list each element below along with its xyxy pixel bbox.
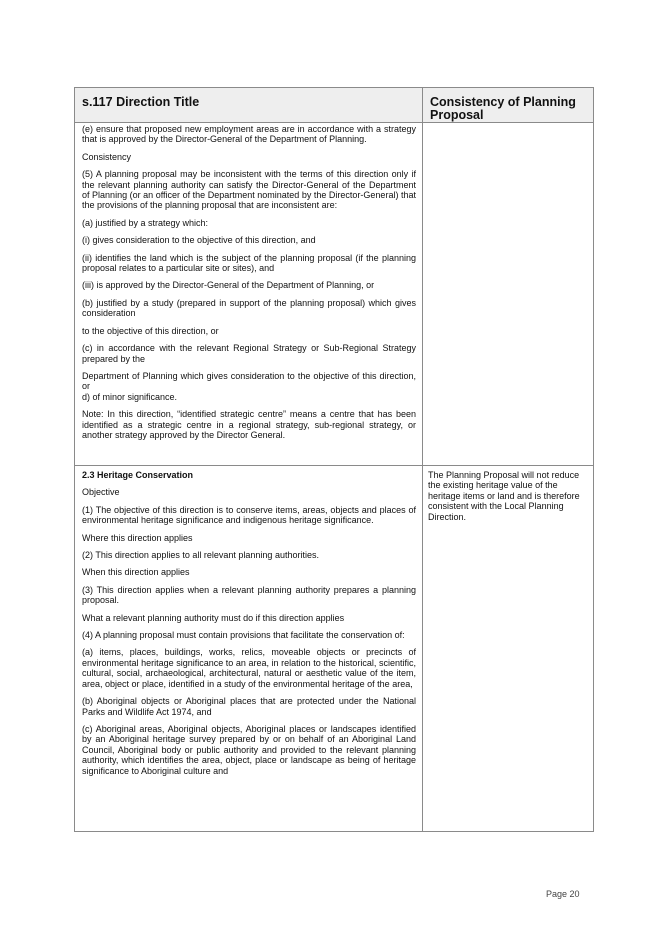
direction-text-cell [75, 123, 423, 466]
direction-paragraph: (b) Aboriginal objects or Aboriginal places that are protected under the National Parks and Wildlife Act 1974, and [82, 696, 416, 717]
direction-paragraph: (a) items, places, buildings, works, relics, moveable objects or precincts of environmental heritage significance to an area, in relation to the historical, scientific, cultural, social, archaeological, architectural, natural or aesthetic value of the item, area, object or place, identified in a study of the environmental heritage of the area, [82, 647, 416, 689]
table-row [75, 466, 594, 832]
direction-paragraph: (a) justified by a strategy which: [82, 217, 209, 228]
direction-paragraph: (iii) is approved by the Director-General of the Department of Planning, or [82, 280, 375, 291]
direction-title: 2.3 Heritage Conservation [82, 470, 194, 480]
column-header-consistency: Consistency of Planning Proposal [423, 88, 594, 123]
direction-paragraph: What a relevant planning authority must do if this direction applies [82, 612, 345, 623]
direction-paragraph: to the objective of this direction, or [82, 325, 219, 336]
direction-paragraph: (2) This direction applies to all relevant planning authorities. [82, 550, 319, 561]
direction-note: Note: In this direction, “identified strategic centre” means a centre that has been identified as a strategic centre in a regional strategy, sub-regional strategy, or another strategy approved by the Director General. [82, 409, 416, 440]
direction-paragraph: (c) in accordance with the relevant Regional Strategy or Sub-Regional Strategy prepared by the [82, 343, 416, 364]
direction-paragraph: (ii) identifies the land which is the subject of the planning proposal (if the planning proposal relates to a particular site or sites), and [82, 252, 416, 274]
consistency-cell [423, 466, 594, 832]
direction-paragraph: (1) The objective of this direction is to conserve items, areas, objects and places of environmental heritage significance and indigenous heritage significance. [82, 504, 416, 526]
direction-paragraph: Where this direction applies [82, 532, 193, 543]
direction-paragraph: (3) This direction applies when a relevant planning authority prepares a planning proposal. [82, 584, 416, 606]
direction-paragraph: (i) gives consideration to the objective of this direction, and [82, 235, 316, 246]
direction-paragraph: When this direction applies [82, 567, 190, 578]
column-header-direction-title: s.117 Direction Title [75, 88, 423, 123]
page-number: Page 20 [546, 889, 580, 899]
direction-paragraph: (4) A planning proposal must contain provisions that facilitate the conservation of: [82, 630, 405, 641]
direction-text-cell [75, 466, 423, 832]
direction-paragraph: Department of Planning which gives consideration to the objective of this direction, or [82, 370, 416, 392]
table-row [75, 123, 594, 466]
table-header-row [75, 88, 594, 123]
direction-paragraph: (e) ensure that proposed new employment areas are in accordance with a strategy that is approved by the Director-General of the Department of Planning. [82, 124, 416, 145]
consistency-cell [423, 123, 594, 466]
direction-paragraph: (5) A planning proposal may be inconsistent with the terms of this direction only if the relevant planning authority can satisfy the Director-General of the Department of Planning (or an officer of the Department nominated by the Director-General) that the provisions of the planning proposal that are inconsistent are: [82, 169, 416, 211]
direction-paragraph: Objective [82, 487, 120, 498]
direction-paragraph: d) of minor significance. [82, 391, 178, 402]
direction-paragraph: (c) Aboriginal areas, Aboriginal objects, Aboriginal places or landscapes identified by an Aboriginal heritage survey prepared by or on behalf of an Aboriginal Land Council, Aboriginal body or public authority and provided to the relevant planning authority, which identifies the area, object, place or landscape as being of heritage significance to Aboriginal culture and [82, 723, 416, 776]
direction-paragraph: Consistency [82, 151, 132, 162]
consistency-statement: The Planning Proposal will not reduce the existing heritage value of the heritage items or land and is therefore consistent with the Local Planning Direction. [428, 470, 580, 522]
direction-paragraph: (b) justified by a study (prepared in support of the planning proposal) which gives consideration [82, 297, 416, 319]
s117-directions-table [74, 87, 594, 832]
